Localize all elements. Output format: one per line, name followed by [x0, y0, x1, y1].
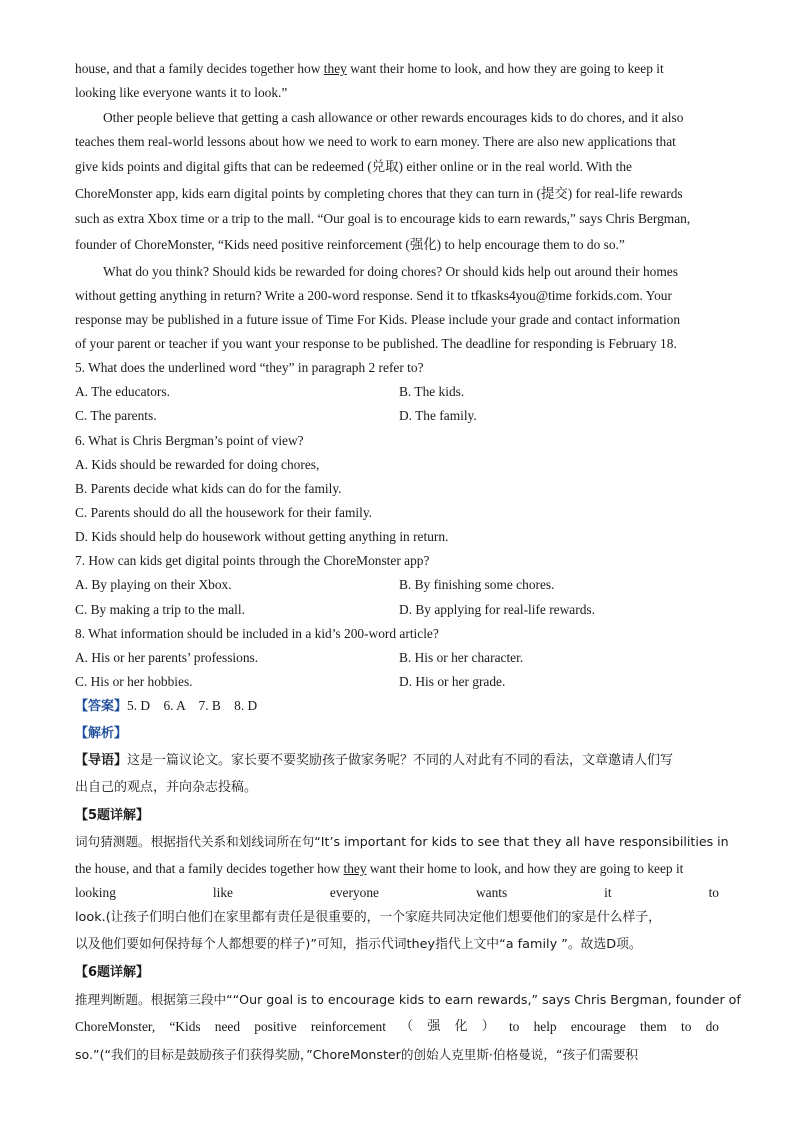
word: ） [481, 1019, 495, 1034]
word: ChoreMonster, [75, 1019, 156, 1034]
word: to [508, 1019, 520, 1034]
passage-line: response may be published in a future issue of Time For Kids. Please include your grade and contact information [75, 312, 681, 327]
detail-tag-line [75, 806, 719, 825]
detail-6-tag: 【6题详解】 [75, 965, 150, 980]
detail-line: so.”(“我们的目标是鼓励孩子们获得奖励，”ChoreMonster的创始人克里斯·伯格曼说，“孩子们需要积 [75, 1047, 639, 1062]
guide-tag: 【导语】 [75, 753, 128, 768]
question-stem: 8. What information should be included in a kid’s 200-word article? [75, 626, 439, 641]
word: “Kids [169, 1019, 201, 1034]
option-a: A. By playing on their Xbox. [75, 577, 232, 592]
option-d: D. By applying for real-life rewards. [399, 602, 595, 617]
word: do [705, 1019, 719, 1034]
detail-line: look.(让孩子们明白他们在家里都有责任是很重要的，一个家庭共同决定他们想要他们的家是什么样子， [75, 910, 661, 925]
detail-line: 推理判断题。根据第三段中““Our goal is to encourage kids to earn rewards,” says Chris Bergman, founder of [75, 992, 741, 1007]
word: positive [254, 1019, 297, 1034]
word: （ [400, 1019, 414, 1034]
passage-line: without getting anything in return? Write a 200-word response. Send it to tfkasks4you@time forkids.com. Your [75, 288, 672, 303]
passage-line: founder of ChoreMonster, “Kids need positive reinforcement (强化) to help encourage them to do so.” [75, 237, 625, 252]
word: 强 [427, 1019, 441, 1034]
word: reinforcement [310, 1019, 386, 1034]
detail-5-tag: 【5题详解】 [75, 808, 150, 823]
word: wants [475, 885, 508, 900]
text: 这是一篇议论文。家长要不要奖励孩子做家务呢？不同的人对此有不同的看法，文章邀请人们写 [127, 753, 674, 768]
detail-line: 词句猜测题。根据指代关系和划线词所在句“It’s important for kids to see that they all have responsibilities in [75, 834, 729, 849]
word: looking [75, 885, 116, 900]
detail-line-justified [75, 1018, 719, 1036]
passage-line: What do you think? Should kids be rewarded for doing chores? Or should kids help out around their homes [103, 264, 678, 279]
underlined-word: they [343, 861, 367, 876]
passage-line: teaches them real-world lessons about how we need to work to earn money. There are also new applications that [75, 134, 676, 149]
option-a: A. The educators. [75, 384, 170, 399]
text: the house, and that a family decides together how [75, 861, 344, 876]
analysis-tag-line [75, 724, 719, 743]
passage-line: give kids points and digital gifts that can be redeemed (兑取) either online or in the real world. With the [75, 159, 633, 174]
word: to [680, 1019, 692, 1034]
word: 化 [454, 1019, 468, 1034]
word: everyone [329, 885, 379, 900]
word: like [212, 885, 233, 900]
question-stem: 7. How can kids get digital points through the ChoreMonster app? [75, 553, 430, 568]
answer-line [75, 697, 719, 716]
option-c: C. His or her hobbies. [75, 674, 193, 689]
option-d: D. His or her grade. [399, 674, 506, 689]
option-d: D. The family. [399, 408, 477, 423]
option-a: A. His or her parents’ professions. [75, 650, 259, 665]
detail-line-justified [75, 884, 719, 902]
answer-tag: 【答案】 [75, 699, 128, 714]
guide-line: 出自己的观点，并向杂志投稿。 [75, 780, 258, 795]
option-b: B. His or her character. [399, 650, 524, 665]
option-b: B. The kids. [399, 384, 465, 399]
word: to [708, 885, 719, 900]
option-d: D. Kids should help do housework without getting anything in return. [75, 529, 449, 544]
question-stem: 6. What is Chris Bergman’s point of view? [75, 433, 304, 448]
detail-line: 以及他们要如何保持每个人都想要的样子)”可知，指示代词they指代上文中“a family ”。故选D项。 [75, 937, 642, 952]
option-b: B. By finishing some chores. [399, 577, 555, 592]
passage-line [75, 60, 719, 78]
option-c: C. The parents. [75, 408, 157, 423]
guide-line [75, 752, 719, 770]
answer-text: 5. D 6. A 7. B 8. D [127, 698, 258, 713]
word: them [640, 1019, 667, 1034]
word: encourage [570, 1019, 626, 1034]
passage-line: looking like everyone wants it to look.” [75, 85, 288, 100]
text: want their home to look, and how they are going to keep it [366, 861, 684, 876]
word: help [533, 1019, 557, 1034]
option-a: A. Kids should be rewarded for doing chores, [75, 457, 320, 472]
word: need [214, 1019, 241, 1034]
option-c: C. Parents should do all the housework for their family. [75, 505, 373, 520]
detail-tag-line [75, 963, 719, 982]
passage-line: ChoreMonster app, kids earn digital points by completing chores that they can turn in (提交) for real-life rewards [75, 186, 683, 201]
passage-line: of your parent or teacher if you want your response to be published. The deadline for responding is February 18. [75, 336, 677, 351]
text: want their home to look, and how they are going to keep it [346, 61, 664, 76]
underlined-word: they [323, 61, 347, 76]
word: it [604, 885, 612, 900]
option-c: C. By making a trip to the mall. [75, 602, 245, 617]
detail-line [75, 860, 719, 878]
text: house, and that a family decides together how [75, 61, 324, 76]
analysis-tag: 【解析】 [75, 726, 128, 741]
question-stem: 5. What does the underlined word “they” in paragraph 2 refer to? [75, 360, 424, 375]
passage-line: such as extra Xbox time or a trip to the mall. “Our goal is to encourage kids to earn rewards,” says Chris Bergman, [75, 211, 691, 226]
option-b: B. Parents decide what kids can do for the family. [75, 481, 342, 496]
passage-line: Other people believe that getting a cash allowance or other rewards encourages kids to do chores, and it also [103, 110, 684, 125]
